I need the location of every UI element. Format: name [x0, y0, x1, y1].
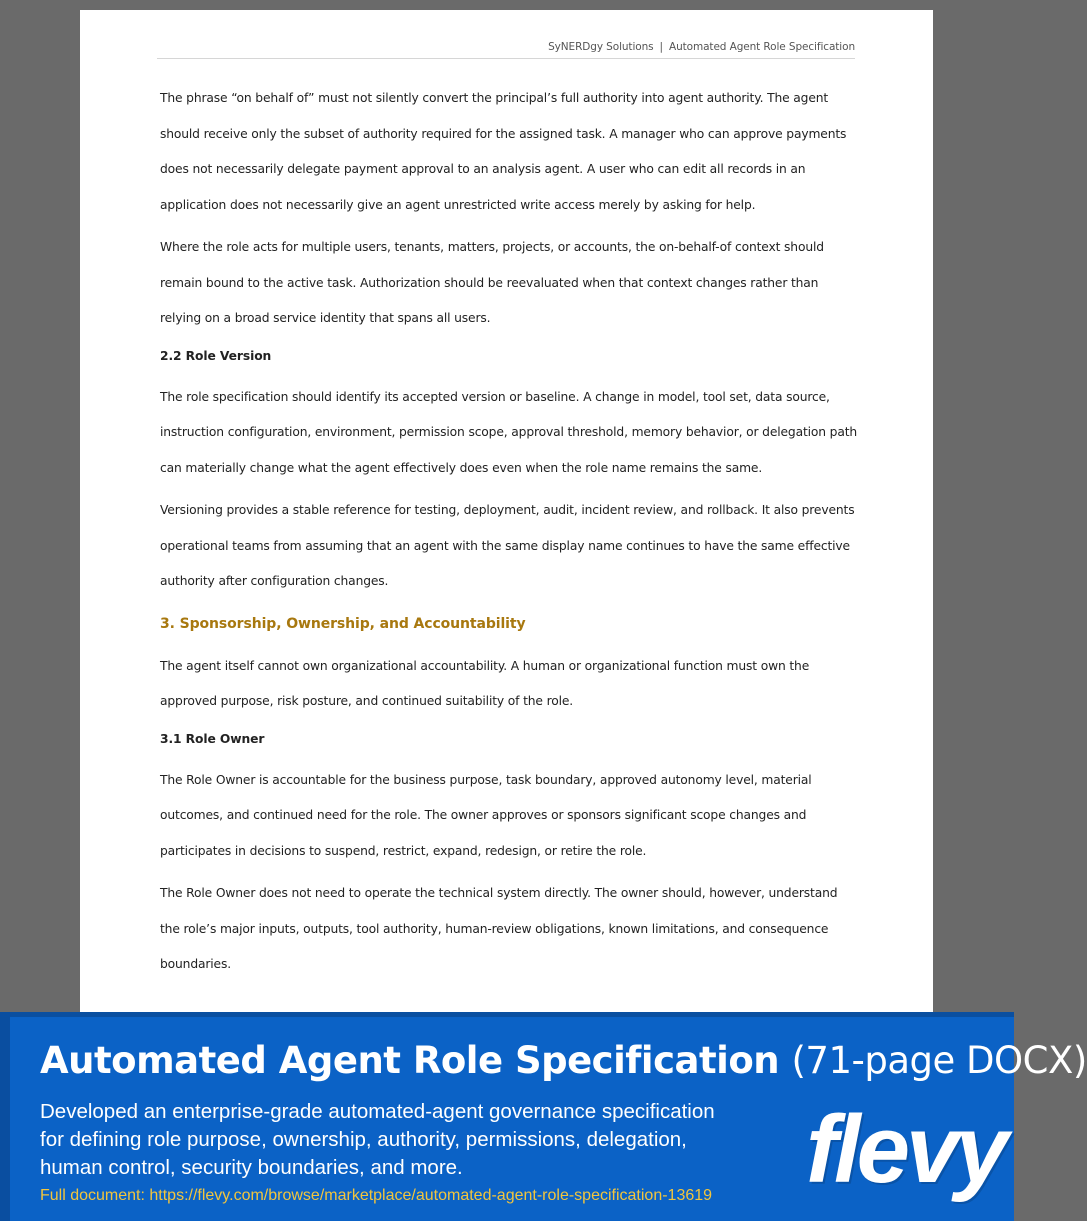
paragraph-role-owner-understanding: The Role Owner does not need to operate the technical system directly. The owner should, however, understand the role’s major inputs, outputs, tool authority, human-review obligations, known limitations, and consequence boundaries.: [160, 886, 838, 971]
page-content: [160, 81, 860, 990]
paragraph-multi-user-context: Where the role acts for multiple users, tenants, matters, projects, or accounts, the on-behalf-of context should remain bound to the active task. Authorization should be reevaluated when that context changes rather than relying on a broad service identity that spans all users.: [160, 240, 824, 325]
heading-sponsorship: 3. Sponsorship, Ownership, and Accountability: [160, 615, 526, 632]
paragraph-accountability: The agent itself cannot own organizational accountability. A human or organizational function must own the approved purpose, risk posture, and continued suitability of the role.: [160, 658, 810, 708]
paragraph-role-owner-duties: The Role Owner is accountable for the business purpose, task boundary, approved autonomy level, material outcomes, and continued need for the role. The owner approves or sponsors significant scope changes and participates in decisions to suspend, restrict, expand, redesign, or retire the role.: [160, 772, 812, 858]
banner-title: [40, 1038, 1087, 1084]
header-separator: |: [659, 41, 663, 53]
heading-role-owner: 3.1 Role Owner: [160, 731, 265, 746]
header-company: SyNERDgy Solutions: [548, 41, 654, 53]
promo-banner: [0, 1012, 1087, 1221]
banner-description: Developed an enterprise-grade automated-agent governance specification for defining role purpose, ownership, authority, permissions, delegation, human control, security boundaries, and more.: [40, 1100, 715, 1179]
heading-role-version: 2.2 Role Version: [160, 348, 272, 363]
paragraph-role-baseline: The role specification should identify its accepted version or baseline. A change in model, tool set, data source, instruction configuration, environment, permission scope, approval threshold, memory behavior, or delegation path can materially change what the agent effectively does even when the role name remains the same.: [160, 389, 858, 475]
document-page: [80, 10, 933, 1020]
running-header: [157, 41, 855, 59]
flevy-logo: flevy: [806, 1096, 1005, 1203]
full-document-link[interactable]: Full document: https://flevy.com/browse/marketplace/automated-agent-role-specification-13619: [40, 1187, 713, 1204]
banner-top-border: [0, 1012, 1014, 1017]
header-doc-title: Automated Agent Role Specification: [668, 41, 855, 53]
paragraph-versioning: Versioning provides a stable reference for testing, deployment, audit, incident review, and rollback. It also prevents operational teams from assuming that an agent with the same display name continues to have the same effective authority after configuration changes.: [160, 503, 855, 588]
banner-left-border: [0, 1012, 10, 1221]
paragraph-on-behalf-of: The phrase “on behalf of” must not silently convert the principal’s full authority into agent authority. The agent should receive only the subset of authority required for the assigned task. A manager who can approve payments does not necessarily delegate payment approval to an analysis agent. A user who can edit all records in an application does not necessarily give an agent unrestricted write access merely by asking for help.: [160, 91, 847, 212]
banner-title-suffix: (71-page DOCX): [791, 1039, 1087, 1082]
banner-title-main: Automated Agent Role Specification: [40, 1039, 780, 1082]
